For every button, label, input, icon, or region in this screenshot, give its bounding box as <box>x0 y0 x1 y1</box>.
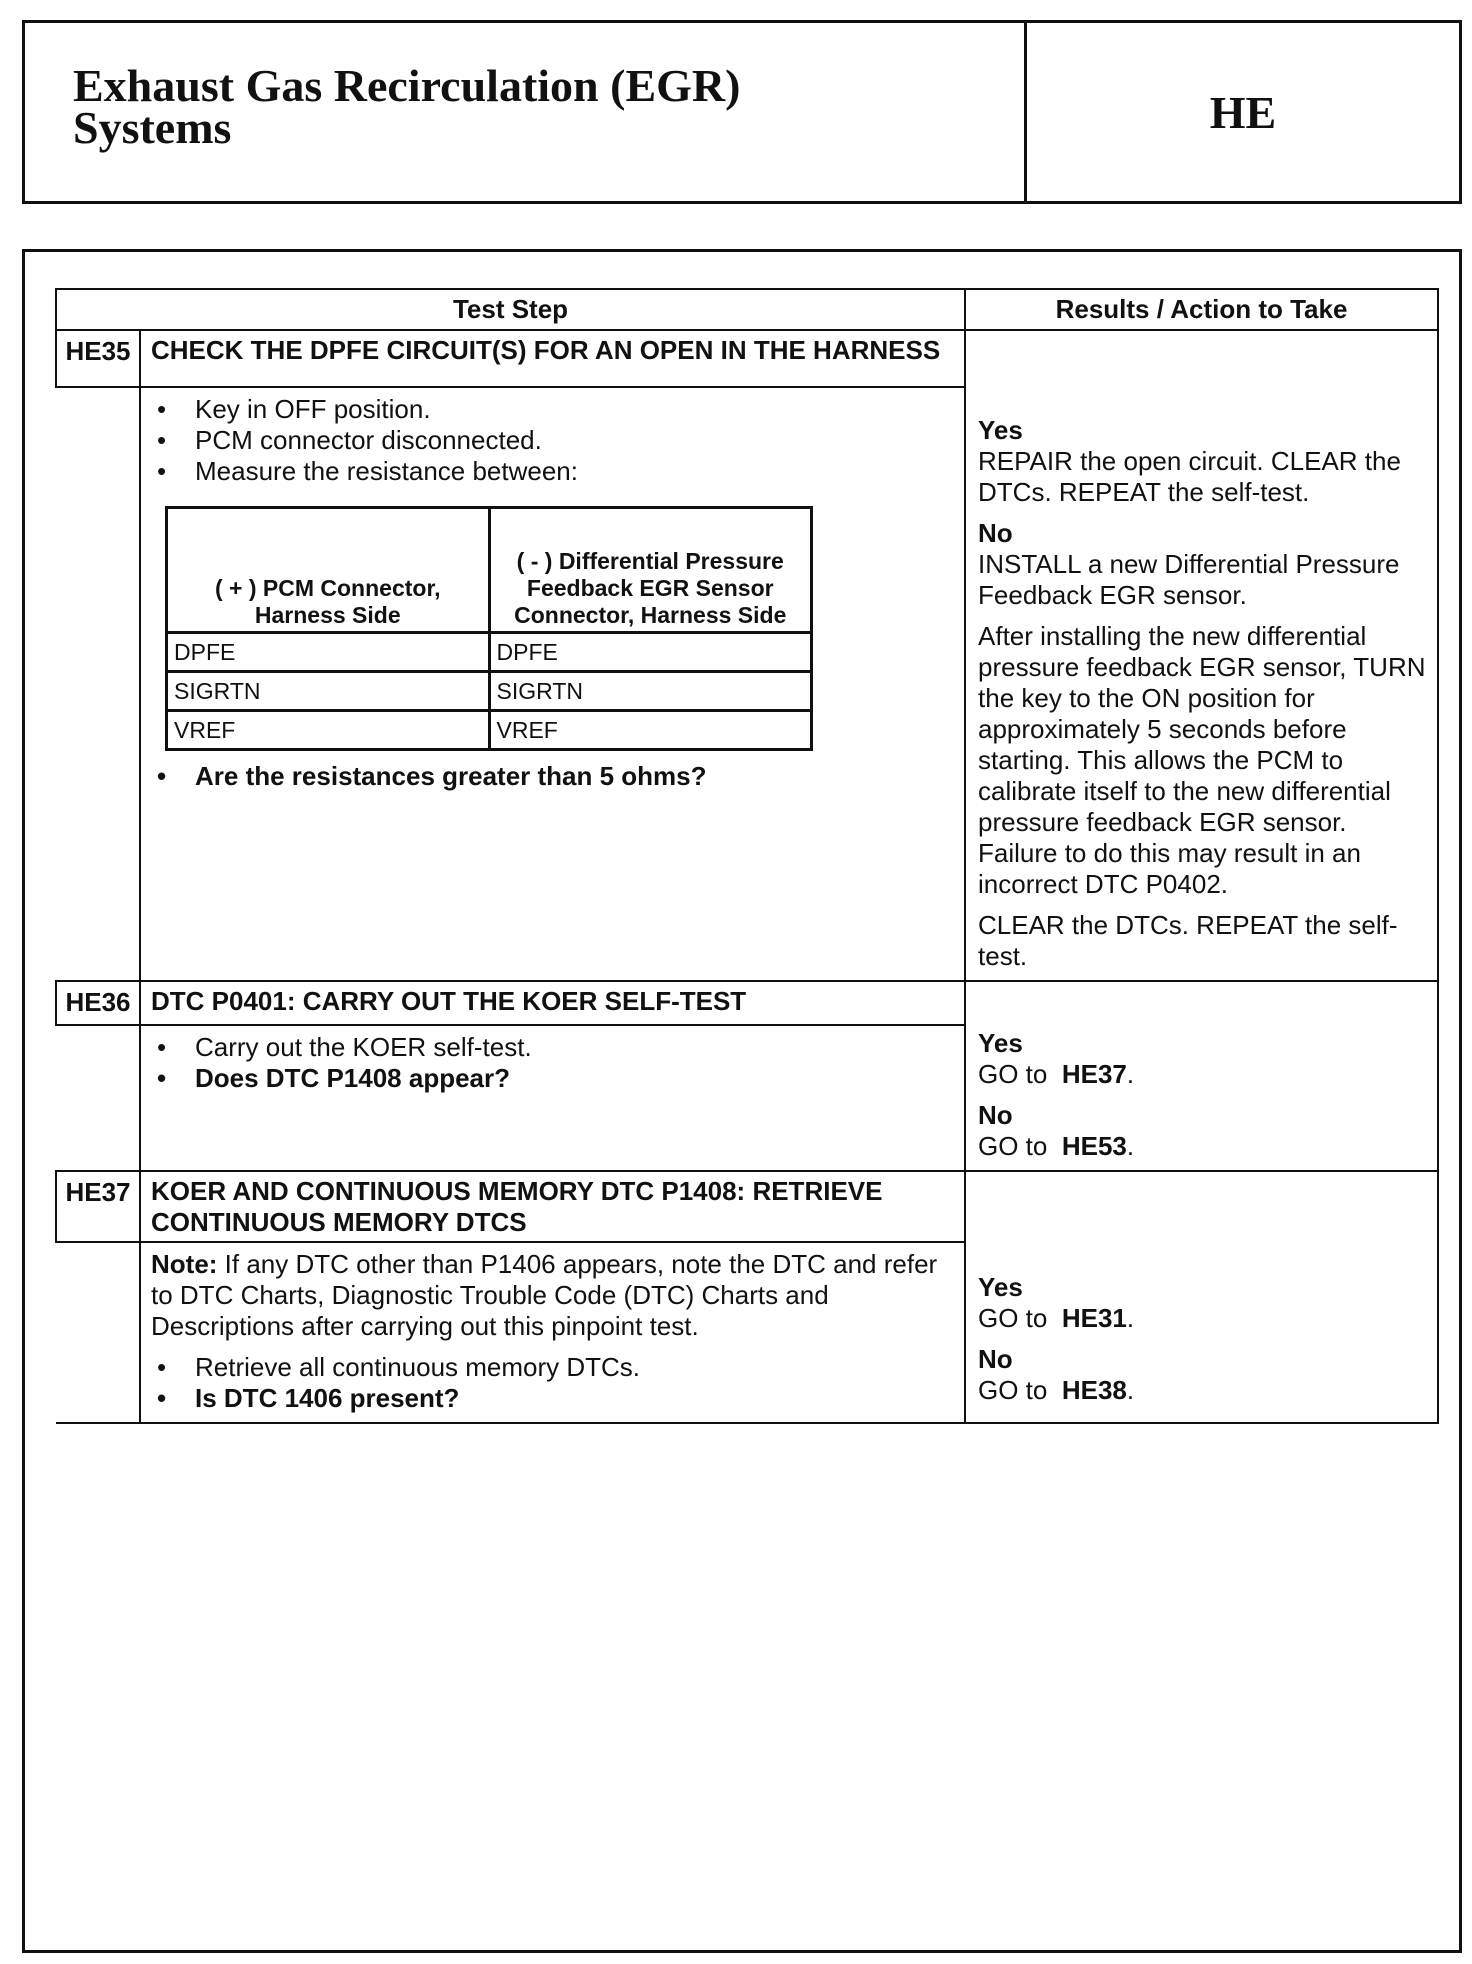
goto-link[interactable]: HE53 <box>1061 1131 1127 1161</box>
page-title <box>25 23 1027 201</box>
step-title: KOER AND CONTINUOUS MEMORY DTC P1408: RETRIEVE CONTINUOUS MEMORY DTCS <box>140 1171 965 1242</box>
no-action-clear: CLEAR the DTCs. REPEAT the self-test. <box>978 910 1398 971</box>
step-bullets <box>151 394 956 487</box>
step-id: HE35 <box>56 330 140 387</box>
goto-link[interactable]: HE31 <box>1061 1303 1127 1333</box>
step-question: • Does DTC P1408 appear? <box>151 1063 956 1094</box>
yes-action: GO to HE37. <box>978 1059 1135 1089</box>
yes-action: GO to HE31. <box>978 1303 1135 1333</box>
results-header: Results / Action to Take <box>965 289 1438 330</box>
step-title: DTC P0401: CARRY OUT THE KOER SELF-TEST <box>140 981 965 1025</box>
step-bullets <box>151 1352 956 1414</box>
note-label: Note: <box>151 1249 218 1279</box>
step-bullets <box>151 1032 956 1094</box>
bullet-item: • Measure the resistance between: <box>151 456 956 487</box>
step-he37-results <box>965 1171 1438 1423</box>
step-he35-results <box>965 330 1438 981</box>
test-step-header: Test Step <box>56 289 965 330</box>
pin-row: SIGRTN SIGRTN <box>167 672 812 711</box>
bullet-item: • PCM connector disconnected. <box>151 425 956 456</box>
step-body <box>140 1242 965 1423</box>
step-he36-title-row <box>56 981 1438 1025</box>
step-he36-results <box>965 981 1438 1171</box>
step-note: Note: If any DTC other than P1406 appears, note the DTC and refer to DTC Charts, Diagnostic Trouble Code (DTC) Charts and Descriptions after carrying out this pinpoint test. <box>151 1249 938 1341</box>
content-frame <box>22 249 1462 1953</box>
no-label: No <box>978 1344 1013 1374</box>
bullet-item: • Carry out the KOER self-test. <box>151 1032 956 1063</box>
step-id: HE37 <box>56 1171 140 1242</box>
section-code: HE <box>1209 86 1277 138</box>
pcm-connector-header: ( + ) PCM Connector, Harness Side <box>167 508 490 633</box>
title-line-2: Systems <box>73 102 232 153</box>
bullet-item: • Retrieve all continuous memory DTCs. <box>151 1352 956 1383</box>
goto-link[interactable]: HE37 <box>1061 1059 1127 1089</box>
no-action-detail: After installing the new differential pressure feedback EGR sensor, TURN the key to the ON position for approximately 5 seconds before starting. This allows the PCM to calibrate itself to the new differential pressure feedback EGR sensor. Failure to do this may result in an incorrect DTC P0402. <box>978 621 1426 899</box>
table-header-row <box>56 289 1438 330</box>
step-question: • Are the resistances greater than 5 ohms? <box>151 761 956 792</box>
dpfe-sensor-header: ( - ) Differential Pressure Feedback EGR Sensor Connector, Harness Side <box>489 508 812 633</box>
pinpoint-test-table <box>55 288 1439 1424</box>
step-he37-title-row <box>56 1171 1438 1242</box>
goto-link[interactable]: HE38 <box>1061 1375 1127 1405</box>
no-action: GO to HE53. <box>978 1131 1135 1161</box>
page-header <box>22 20 1462 204</box>
step-he35-title-row <box>56 330 1438 387</box>
title-line-1: Exhaust Gas Recirculation (EGR) <box>73 60 741 111</box>
yes-action: REPAIR the open circuit. CLEAR the DTCs. REPEAT the self-test. <box>978 446 1401 507</box>
yes-label: Yes <box>978 415 1023 445</box>
no-action: INSTALL a new Differential Pressure Feedback EGR sensor. <box>978 549 1400 610</box>
pin-row: VREF VREF <box>167 711 812 750</box>
step-id: HE36 <box>56 981 140 1025</box>
step-body <box>140 1025 965 1171</box>
yes-label: Yes <box>978 1272 1023 1302</box>
step-body <box>140 387 965 981</box>
yes-label: Yes <box>978 1028 1023 1058</box>
no-label: No <box>978 1100 1013 1130</box>
no-label: No <box>978 518 1013 548</box>
step-question: • Is DTC 1406 present? <box>151 1383 956 1414</box>
connector-pin-table <box>165 506 813 751</box>
pin-row: DPFE DPFE <box>167 633 812 672</box>
no-action: GO to HE38. <box>978 1375 1135 1405</box>
bullet-item: • Key in OFF position. <box>151 394 956 425</box>
step-title: CHECK THE DPFE CIRCUIT(S) FOR AN OPEN IN THE HARNESS <box>140 330 965 387</box>
